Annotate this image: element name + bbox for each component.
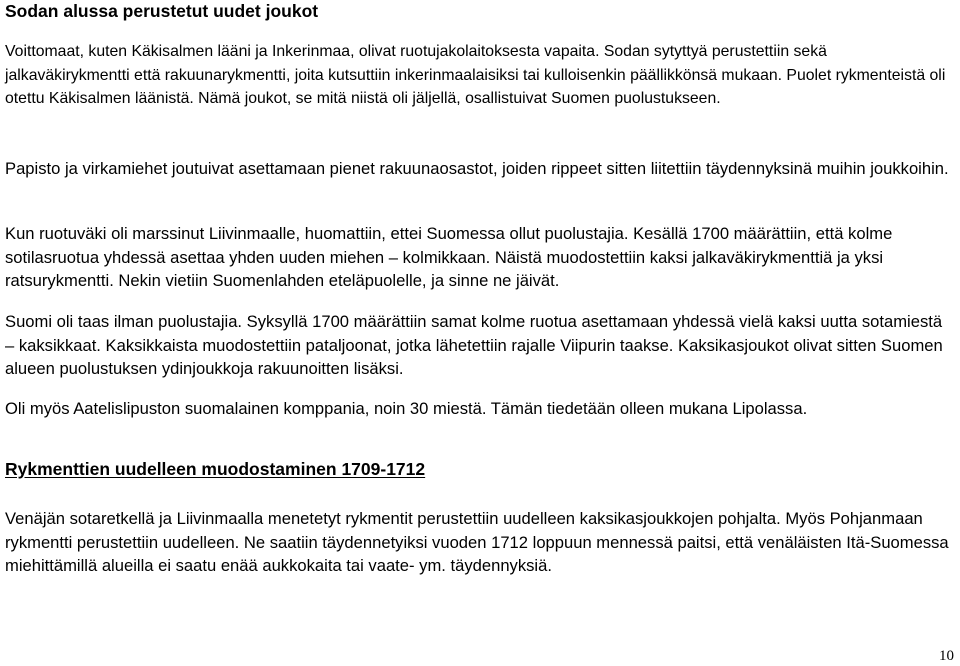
paragraph-conscripts-march: Kun ruotuväki oli marssinut Liivinmaalle, huomattiin, ettei Suomessa ollut puolustajia. Kesällä 1700 määrättiin, että kolme sotilasruotua yhdessä asettaa yhden uuden miehen – kolmikkaan. Näistä muodostettiin kaksi jalkaväkirykmenttiä ja yksi ratsurykmentti. Nekin vietiin Suomenlahden eteläpuolelle, ja sinne ne jäivät. <box>5 224 893 291</box>
section-heading-new-troops: Sodan alussa perustetut uudet joukot <box>5 1 319 21</box>
paragraph-conquered-lands: Voittomaat, kuten Käkisalmen lääni ja Inkerinmaa, olivat ruotujakolaitoksesta vapaita. Sodan sytyttyä perustettiin sekä jalkaväkirykmentti että rakuunarykmentti, joita kutsuttiin inkerinmaalaisiksi tai kulloisenkin päällikkönsä mukaan. Puolet rykmenteistä oli otettu Käkisalmen läänistä. Nämä joukot, se mitä niistä oli jäljellä, osallistuivat Suomen puolustukseen. <box>5 43 946 108</box>
paragraph-nobility-company: Oli myös Aatelislipuston suomalainen komppania, noin 30 miestä. Tämän tiedetään olleen mukana Lipolassa. <box>5 399 808 418</box>
section-heading-regiment-reformation: Rykmenttien uudelleen muodostaminen 1709-1712 <box>5 459 426 479</box>
paragraph-finland-defenseless: Suomi oli taas ilman puolustajia. Syksyllä 1700 määrättiin samat kolme ruotua asettamaan yhdessä vielä kaksi uutta sotamiestä – kaksikkaat. Kaksikkaista muodostettiin pataljoonat, jotka lähetettiin rajalle Viipurin taakse. Kaksikasjoukot olivat sitten Suomen alueen puolustuksen ydinjoukkoja rakuunoitten lisäksi. <box>5 312 943 379</box>
paragraph-clergy-officials: Papisto ja virkamiehet joutuivat asettamaan pienet rakuunaosastot, joiden rippeet sitten liitettiin täydennyksinä muihin joukkoihin. <box>5 159 949 178</box>
paragraph-regiments-rebuilt: Venäjän sotaretkellä ja Liivinmaalla menetetyt rykmentit perustettiin uudelleen kaksikasjoukkojen pohjalta. Myös Pohjanmaan rykmentti perustettiin uudelleen. Ne saatiin täydennetyiksi vuoden 1712 loppuun mennessä paitsi, että venäläisten Itä-Suomessa miehittämillä alueilla ei saatu enää aukkokaita tai vaate- ym. täydennyksiä. <box>5 509 949 576</box>
page-number: 10 <box>939 648 954 664</box>
